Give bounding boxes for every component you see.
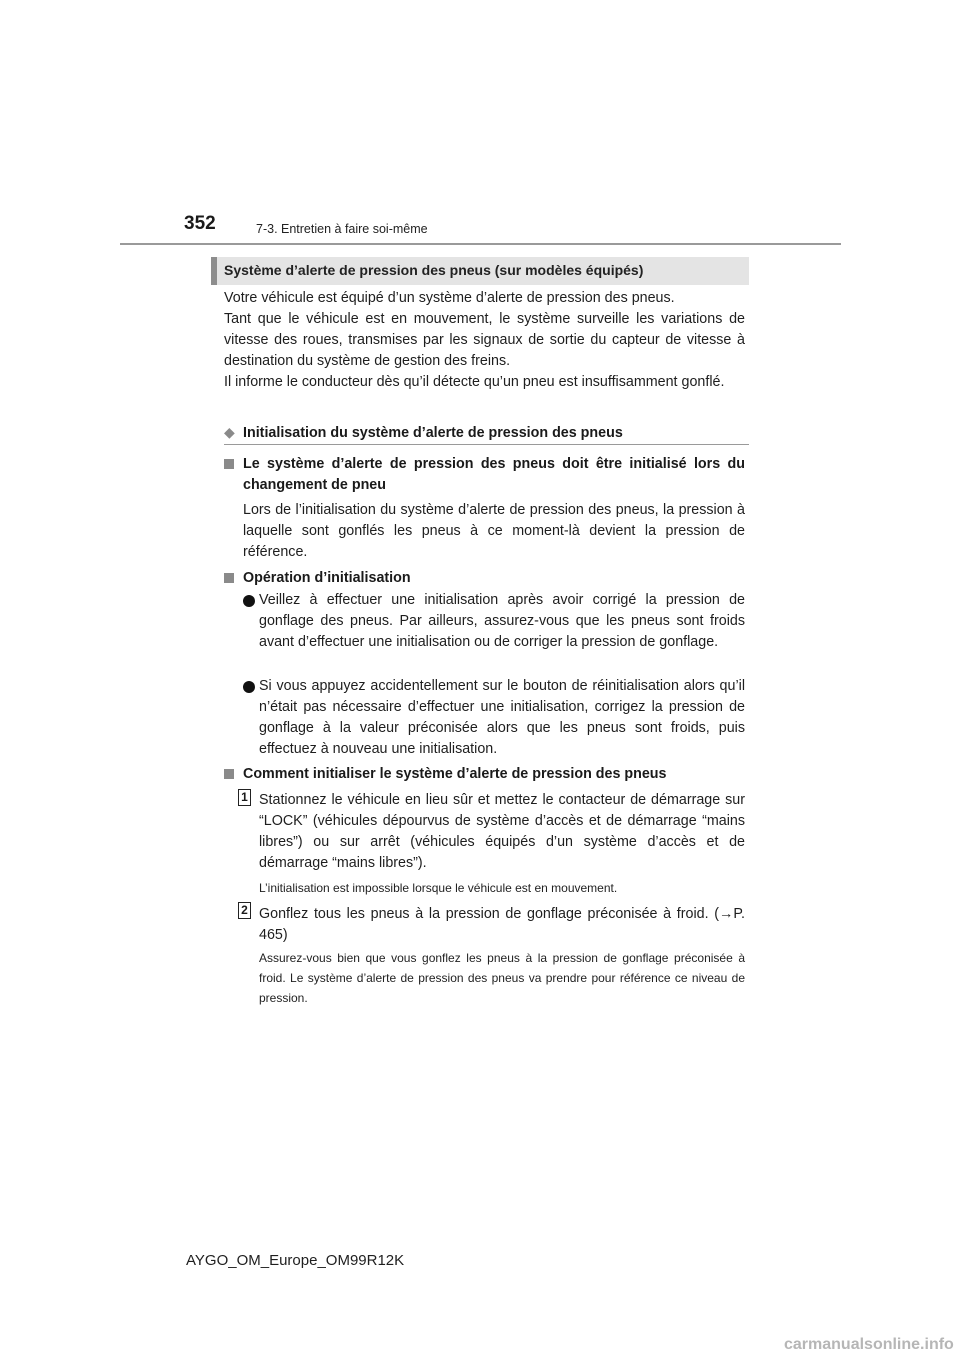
watermark: carmanualsonline.info <box>784 1336 954 1353</box>
document-code: AYGO_OM_Europe_OM99R12K <box>186 1252 405 1269</box>
intro-paragraph-3: Il informe le conducteur dès qu’il détecte qu’un pneu est insuffisamment gonflé. <box>224 374 725 390</box>
item-body-reference-pressure: Lors de l’initialisation du système d’alerte de pression des pneus, la pression à laquelle sont gonflés les pneus à ce moment-là devient la pression de référence. <box>243 502 745 560</box>
bullet-text-2: Si vous appuyez accidentellement sur le bouton de réinitialisation alors qu’il n’était pas nécessaire d’effectuer une initialisation, corrigez la pression de gonflage à la valeur préconisée alors que les pneus sont froids, puis effectuez à nouveau une initialisation. <box>259 678 745 757</box>
subsection-title: Initialisation du système d’alerte de pression des pneus <box>243 425 623 441</box>
bullet-text-1: Veillez à effectuer une initialisation après avoir corrigé la pression de gonflage des pneus. Par ailleurs, assurez-vous que les pneus sont froids avant d’effectuer une initialisation ou de corriger la pression de gonflage. <box>259 592 745 650</box>
step-2-note: Assurez-vous bien que vous gonflez les pneus à la pression de gonflage préconisée à froid. Le système d’alerte de pression des pneus va prendre pour référence ce niveau de pression. <box>259 951 745 1005</box>
square-bullet-icon <box>224 573 234 583</box>
item-heading-initialisation: Opération d’initialisation <box>243 570 411 586</box>
item-heading-how-to-initialise: Comment initialiser le système d’alerte de pression des pneus <box>243 766 667 782</box>
subsection-heading <box>224 423 749 445</box>
section-heading-bar <box>211 257 217 285</box>
item-heading-reset-on-tire-change: Le système d’alerte de pression des pneus doit être initialisé lors du changement de pneu <box>243 456 745 493</box>
section-heading: Système d’alerte de pression des pneus (sur modèles équipés) <box>224 262 644 278</box>
diamond-icon: ◆ <box>224 424 235 440</box>
round-bullet-icon <box>243 595 255 607</box>
header-rule <box>120 243 841 245</box>
step-1-text: Stationnez le véhicule en lieu sûr et mettez le contacteur de démarrage sur “LOCK” (véhicules dépourvus de système d’accès et de démarrage “mains libres”) ou sur arrêt (véhicules équipés d’un système d’accès et de démarrage “mains libres”). <box>259 792 745 871</box>
intro-paragraph-2: Tant que le véhicule est en mouvement, le système surveille les variations de vitesse des roues, transmises par les signaux de sortie du capteur de vitesse à destination du système de gestion des freins. <box>224 311 745 369</box>
chapter-title: 7-3. Entretien à faire soi-même <box>256 222 428 236</box>
section-heading-box <box>211 257 749 285</box>
step-number-box: 1 <box>238 789 251 806</box>
step-number-box: 2 <box>238 902 251 919</box>
intro-line-1: Votre véhicule est équipé d’un système d’alerte de pression des pneus. <box>224 290 675 306</box>
page-number: 352 <box>184 213 216 234</box>
square-bullet-icon <box>224 459 234 469</box>
round-bullet-icon <box>243 681 255 693</box>
step-1-note: L’initialisation est impossible lorsque le véhicule est en mouvement. <box>259 881 618 895</box>
square-bullet-icon <box>224 769 234 779</box>
step-2-text: Gonflez tous les pneus à la pression de gonflage préconisée à froid. (→P. 465) <box>259 906 745 943</box>
